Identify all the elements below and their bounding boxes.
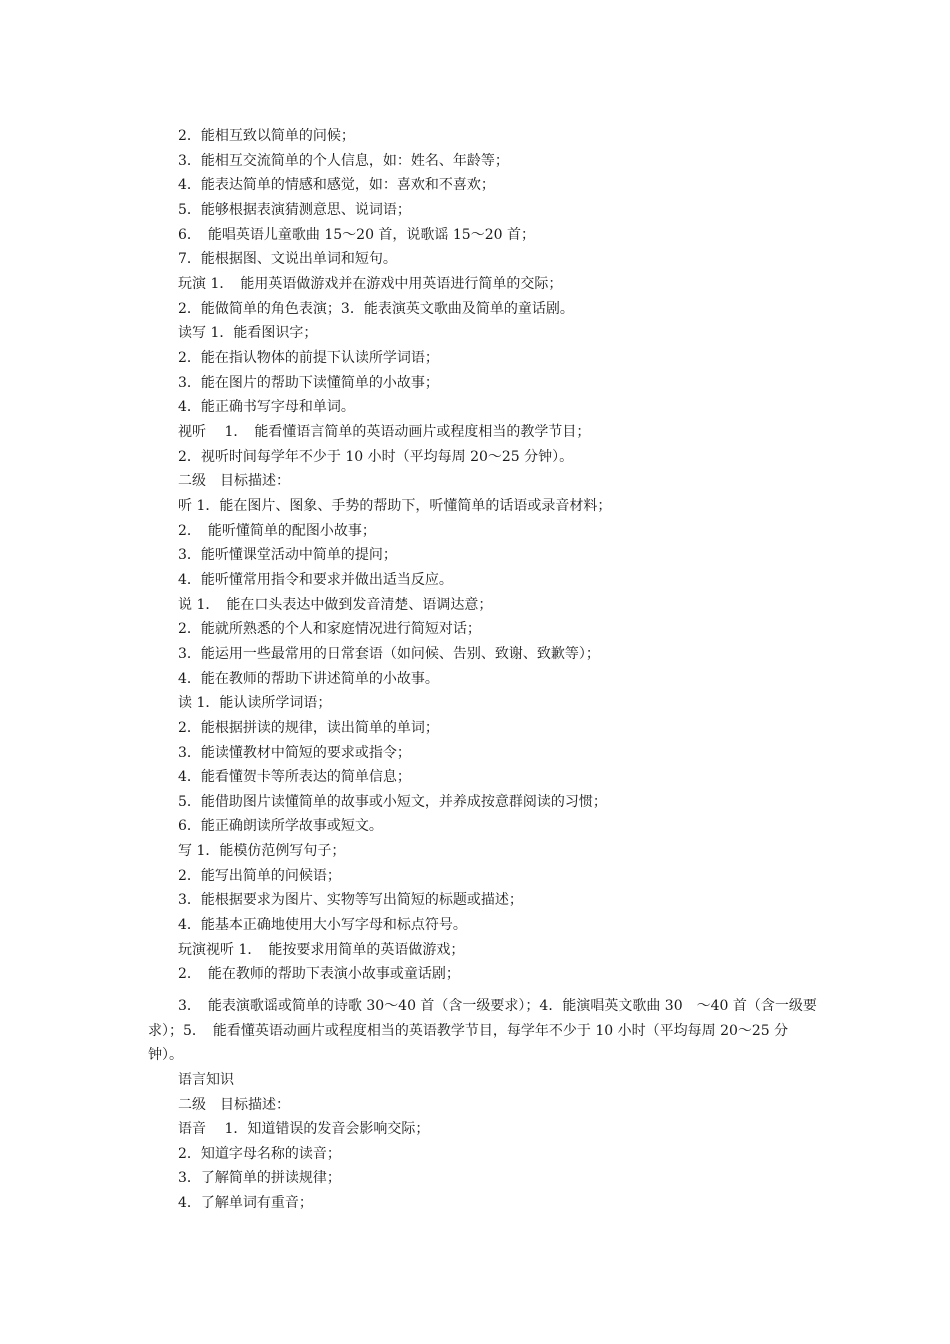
text-line: 听 1．能在图片、图象、手势的帮助下，听懂简单的话语或录音材料； xyxy=(178,497,612,514)
text-line: 2．能写出简单的问候语； xyxy=(178,867,341,884)
text-line: 4．能听懂常用指令和要求并做出适当反应。 xyxy=(178,571,453,588)
text-line: 3．能运用一些最常用的日常套语（如问候、告别、致谢、致歉等）； xyxy=(178,645,600,662)
text-line: 语音 1．知道错误的发音会影响交际； xyxy=(178,1121,430,1138)
text-line: 3．能读懂教材中简短的要求或指令； xyxy=(178,744,411,761)
text-line: 2．能就所熟悉的个人和家庭情况进行简短对话； xyxy=(178,621,481,638)
text-line: 3．能在图片的帮助下读懂简单的小故事； xyxy=(178,374,439,391)
text-line: 玩演视听 1． 能按要求用简单的英语做游戏； xyxy=(178,941,465,958)
text-line: 4．能正确书写字母和单词。 xyxy=(178,399,355,416)
text-line: 4．能在教师的帮助下讲述简单的小故事。 xyxy=(178,670,439,687)
text-line: 4．能看懂贺卡等所表达的简单信息； xyxy=(178,769,411,786)
text-line: 7．能根据图、文说出单词和短句。 xyxy=(178,251,397,268)
text-line: 6．能正确朗读所学故事或短文。 xyxy=(178,818,383,835)
text-line: 3．了解简单的拼读规律； xyxy=(178,1170,341,1187)
text-line: 2．能根据拼读的规律，读出简单的单词； xyxy=(178,719,439,736)
text-line: 二级 目标描述： xyxy=(178,1096,290,1113)
text-line: 3．能听懂课堂活动中简单的提问； xyxy=(178,547,397,564)
text-line: 2．视听时间每学年不少于 10 小时（平均每周 20～25 分钟）。 xyxy=(178,448,574,465)
text-line: 4．了解单词有重音； xyxy=(178,1195,313,1211)
text-line: 5．能够根据表演猜测意思、说词语； xyxy=(178,201,411,218)
text-line: 2． 能在教师的帮助下表演小故事或童话剧； xyxy=(178,966,460,983)
text-line: 写 1．能模仿范例写句子； xyxy=(178,843,346,860)
text-line: 说 1． 能在口头表达中做到发音清楚、语调达意； xyxy=(178,596,493,613)
text-line: 2．知道字母名称的读音； xyxy=(178,1145,341,1162)
text-line: 2．能在指认物体的前提下认读所学词语； xyxy=(178,349,439,366)
text-line: 4．能表达简单的情感和感觉，如：喜欢和不喜欢； xyxy=(178,177,495,194)
text-line: 玩演 1． 能用英语做游戏并在游戏中用英语进行简单的交际； xyxy=(178,275,563,292)
text-line: 5．能借助图片读懂简单的故事或小短文，并养成按意群阅读的习惯； xyxy=(178,793,607,810)
text-line: 读写 1．能看图识字； xyxy=(178,325,318,342)
text-line: 2． 能听懂简单的配图小故事； xyxy=(178,522,376,539)
text-line: 6． 能唱英语儿童歌曲 15～20 首，说歌谣 15～20 首； xyxy=(178,226,535,243)
text-line: 语言知识 xyxy=(178,1072,234,1088)
text-line: 3．能根据要求为图片、实物等写出简短的标题或描述； xyxy=(178,892,523,909)
text-line: 2．能做简单的角色表演；3．能表演英文歌曲及简单的童话剧。 xyxy=(178,300,574,317)
text-line: 读 1．能认读所学词语； xyxy=(178,695,332,712)
text-line: 视听 1． 能看懂语言简单的英语动画片或程度相当的教学节目； xyxy=(178,423,591,440)
text-line: 二级 目标描述： xyxy=(178,473,290,490)
text-line: 4．能基本正确地使用大小写字母和标点符号。 xyxy=(178,917,467,934)
paragraph-wrapped: 3． 能表演歌谣或简单的诗歌 30～40 首（含一级要求）；4．能演唱英文歌曲 30 ～40 首（含一级要求）；5． 能看懂英语动画片或程度相当的英语教学节目，每学年不少于 10 小时（平均每周 20～25 分钟）。 xyxy=(148,998,817,1063)
text-line: 3．能相互交流简单的个人信息，如：姓名、年龄等； xyxy=(178,152,509,169)
text-line: 2．能相互致以简单的问候； xyxy=(178,128,355,144)
